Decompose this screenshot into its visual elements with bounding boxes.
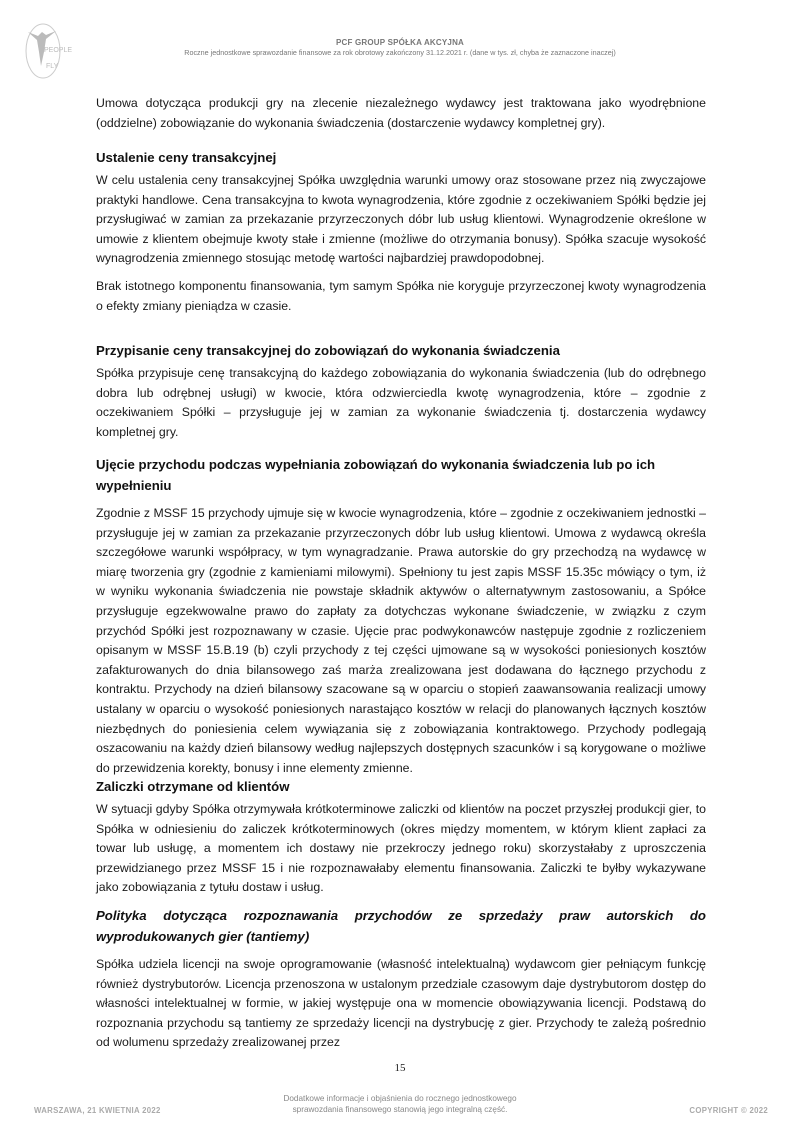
footer-copyright: COPYRIGHT © 2022: [689, 1106, 768, 1115]
page-number: 15: [394, 1062, 406, 1074]
paragraph: Umowa dotycząca produkcji gry na zlecenie niezależnego wydawcy jest traktowana jako wyodrębnione (oddzielne) zobowiązanie do wykonania świadczenia (dostarczenie wydawcy kompletnej gry).: [96, 96, 706, 130]
footer-note-line-1: Dodatkowe informacje i objaśnienia do rocznego jednostkowego: [283, 1094, 517, 1103]
section-heading: Polityka dotycząca rozpoznawania przychodów ze sprzedaży praw autorskich do wyprodukowanych gier (tantiemy): [96, 908, 706, 944]
footer-note-line-2: sprawozdania finansowego stanowią jego integralną część.: [292, 1105, 508, 1114]
section-heading: Zaliczki otrzymane od klientów: [96, 779, 290, 794]
section-price-allocation: [96, 340, 706, 442]
footer-note: [0, 1093, 800, 1115]
section-advances: [96, 776, 706, 898]
intro-section: [96, 94, 706, 133]
svg-text:FLY: FLY: [46, 63, 59, 70]
section-revenue-recognition: [96, 454, 706, 778]
paragraph: W celu ustalenia ceny transakcyjnej Spółka uwzględnia warunki umowy oraz stosowane przez nią zwyczajowe praktyki handlowe. Cena transakcyjna to kwota wynagrodzenia, które zgodnie z oczekiwaniem Spółki będzie jej przysługiwać w zamian za przekazanie przyrzeczonych dóbr lub usług klientowi. Wynagrodzenie określone w umowie z klientem obejmuje kwoty stałe i zmienne (możliwe do otrzymania bonusy). Spółka szacuje wysokość wynagrodzenia zmiennego stosując metodę wartości najbardziej prawdopodobnej.: [96, 173, 706, 266]
footer-place-date: WARSZAWA, 21 KWIETNIA 2022: [34, 1106, 161, 1115]
company-name: PCF GROUP SPÓŁKA AKCYJNA: [335, 38, 465, 47]
paragraph: Zgodnie z MSSF 15 przychody ujmuje się w kwocie wynagrodzenia, które – zgodnie z oczekiwaniem jednostki – przysługuje jej w zamian za przekazanie przyrzeczonych dóbr lub usług klientowi. Umowa z wydawcą określa szczegółowe warunki współpracy, w tym wynagradzanie. Prawa autorskie do gry przechodzą na wydawcę w miarę tworzenia gry (zgodnie z kamieniami milowymi). Spełniony tu jest zapis MSSF 15.35c mówiący o tym, iż w wyniku wykonania świadczenia nie powstaje składnik aktywów o alternatywnym zastosowaniu, a Spółce przysługuje egzekwowalne prawo do zapłaty za dotychczas wykonane świadczenie, w związku z czym przychód Spółki jest rozpoznawany w czasie. Ujęcie prac podwykonawców następuje zgodnie z rozliczeniem opisanym w MSSF 15.B.19 (b) czyli przychody z tej części ujmowane są w wysokości poniesionych kosztów zafakturowanych do dnia bilansowego zaś marża zrealizowana jest dodawana do łącznego przychodu z kontraktu. Przychody na dzień bilansowy szacowane są w oparciu o stopień zaawansowania realizacji umowy ustalany w oparciu o wysokość poniesionych narastająco kosztów w relacji do planowanych łącznych kosztów niezbędnych do poniesienia celem wywiązania się z zobowiązania kontraktowego. Przychody podlegają oszacowaniu na każdy dzień bilansowy według najlepszych dostępnych szacunków i są korygowane o możliwe do przewidzenia korekty, bonusy i inne elementy zmienne.: [96, 506, 706, 775]
page-header: [0, 38, 800, 57]
section-transaction-price: [96, 147, 706, 316]
paragraph: Spółka przypisuje cenę transakcyjną do każdego zobowiązania do wykonania świadczenia (lub do odrębnego dobra lub odrębnej usługi) w kwocie, która odzwierciedla kwotę wynagrodzenia, które – zgodnie z oczekiwaniem Spółki – przysługuje jej w zamian za wykonanie świadczenia tj. dostarczenia wydawcy kompletnej gry.: [96, 366, 706, 439]
report-subtitle: Roczne jednostkowe sprawozdanie finansowe za rok obrotowy zakończony 31.12.2021 r. (dane w tys. zł, chyba że zaznaczone inaczej): [184, 48, 616, 57]
paragraph: W sytuacji gdyby Spółka otrzymywała krótkoterminowe zaliczki od klientów na poczet przyszłej produkcji gier, to Spółka w odniesieniu do zaliczek krótkoterminowych (okres między momentem, w którym klient zapłaci za towar lub usługę, a momentem ich dostawy nie przekroczy jednego roku) skorzystałaby z uproszczenia przewidzianego przez MSSF 15 i nie rozpoznawałaby elementu finansowania. Zaliczki te byłby wykazywane jako zobowiązania z tytułu dostaw i usług.: [96, 802, 706, 895]
paragraph: Spółka udziela licencji na swoje oprogramowanie (własność intelektualną) wydawcom gier pełniącym funkcję również dystrybutorów. Licencja przenoszona w ustalonym przedziale czasowym daje dystrybutorom dostęp do własności intelektualnej w formie, w jakiej występuje ona w momencie obowiązywania licencji. Podstawą do rozpoznania przychodu są tantiemy ze sprzedaży licencji na dystrybucję z gier. Przychody te zależą pośrednio od wolumenu sprzedaży zrealizowanej przez: [96, 957, 706, 1050]
section-heading: Ujęcie przychodu podczas wypełniania zobowiązań do wykonania świadczenia lub po ich wypełnieniu: [96, 457, 656, 493]
section-heading: Przypisanie ceny transakcyjnej do zobowiązań do wykonania świadczenia: [96, 343, 560, 358]
section-royalties-policy: [96, 905, 706, 1053]
section-heading: Ustalenie ceny transakcyjnej: [96, 150, 277, 165]
paragraph: Brak istotnego komponentu finansowania, tym samym Spółka nie koryguje przyrzeczonej kwoty wynagrodzenia o efekty zmiany pieniądza w czasie.: [96, 278, 706, 313]
svg-text:PEOPLE: PEOPLE: [44, 47, 73, 54]
